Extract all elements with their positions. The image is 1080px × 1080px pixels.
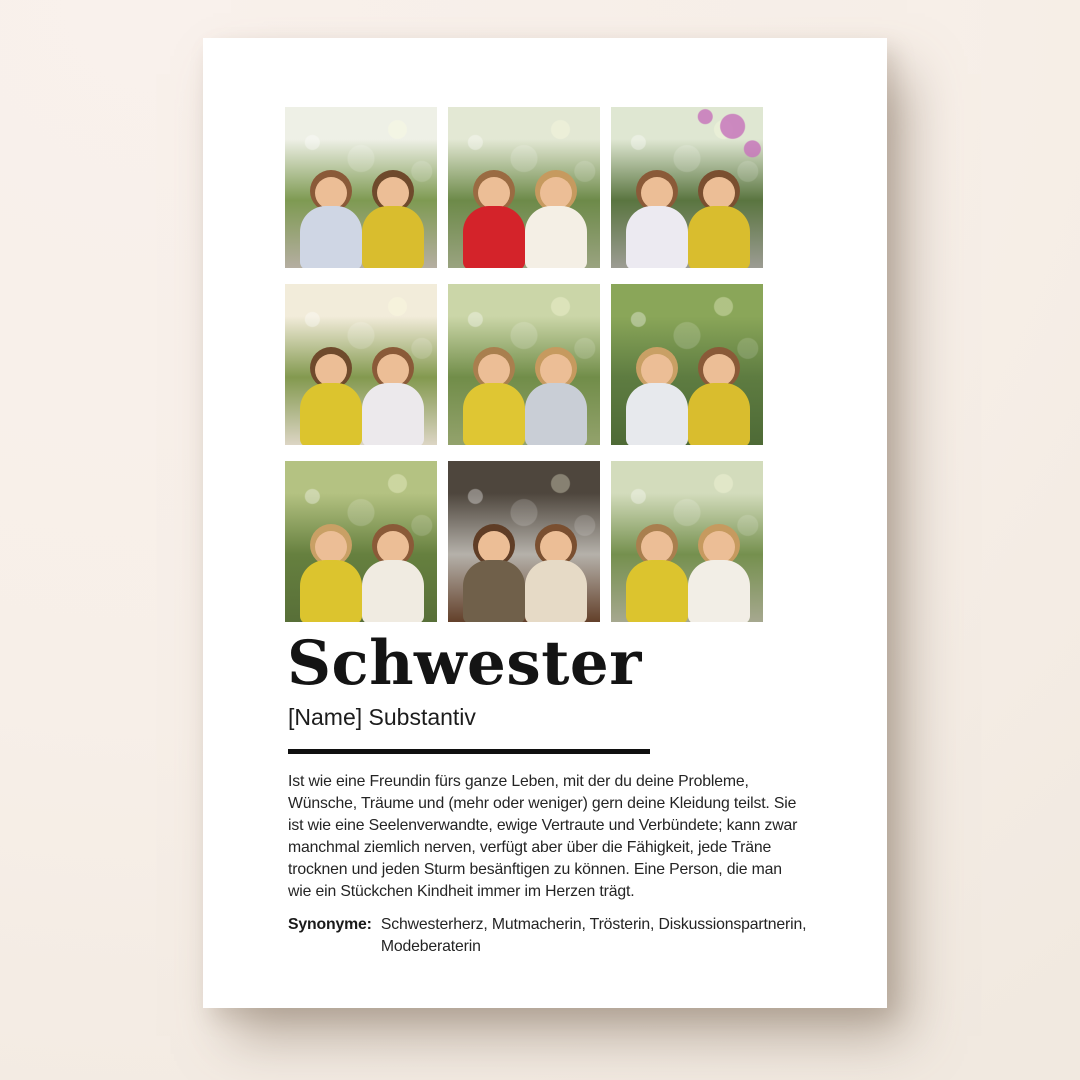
divider-rule [288,749,650,754]
synonyms-row [288,914,887,958]
person-torso [463,383,525,445]
person-figure [625,170,689,268]
synonyms-label: Synonyme: [288,915,372,933]
photo-tile [611,461,763,622]
person-head [315,177,347,209]
person-figure [462,347,526,445]
person-head [315,354,347,386]
person-head [703,531,735,563]
person-figure [361,524,425,622]
person-torso [463,206,525,268]
person-figure [361,170,425,268]
person-torso [463,560,525,622]
person-head [478,177,510,209]
person-figure [299,524,363,622]
person-figure [687,170,751,268]
person-head [377,531,409,563]
person-figure [625,524,689,622]
photo-collage-grid [285,107,763,622]
person-torso [525,383,587,445]
person-figure [299,347,363,445]
person-torso [300,560,362,622]
person-head [540,177,572,209]
person-figure [687,347,751,445]
photo-tile [285,461,437,622]
definition-text: Ist wie eine Freundin fürs ganze Leben, mit der du deine Probleme, Wünsche, Träume und (mehr oder weniger) gern deine Kleidung teilst. Sie ist wie eine Seelenverwandte, ewige Vertraute und Verbündete; kann zwar manchmal ziemlich nerven, verfügt aber über die Fähigkeit, jede Träne trocknen und jeden Sturm besänftigen zu können. Eine Person, die man wie ein Stückchen Kindheit immer im Herzen trägt. [288,772,798,900]
photo-tile [448,284,600,445]
word-grammar-subtitle: [Name] Substantiv [288,704,476,731]
person-torso [525,560,587,622]
person-figure [524,347,588,445]
person-torso [362,383,424,445]
person-head [641,354,673,386]
person-torso [688,560,750,622]
person-figure [462,524,526,622]
synonyms-text: Schwesterherz, Mutmacherin, Trösterin, Diskussionspartnerin, Modeberaterin [380,915,807,955]
definition-poster [203,38,887,1008]
person-figure [625,347,689,445]
photo-tile [285,284,437,445]
person-head [641,531,673,563]
photo-tile [611,107,763,268]
person-head [315,531,347,563]
person-head [641,177,673,209]
person-figure [299,170,363,268]
person-head [540,354,572,386]
person-head [540,531,572,563]
person-figure [524,524,588,622]
person-torso [626,560,688,622]
person-torso [688,206,750,268]
person-figure [462,170,526,268]
person-figure [687,524,751,622]
photo-tile [448,461,600,622]
photo-tile [285,107,437,268]
person-head [703,177,735,209]
person-torso [688,383,750,445]
person-torso [362,560,424,622]
photo-tile [448,107,600,268]
person-torso [300,206,362,268]
person-torso [362,206,424,268]
person-head [478,354,510,386]
person-figure [524,170,588,268]
person-torso [525,206,587,268]
word-title: Schwester [287,628,642,699]
person-torso [626,383,688,445]
person-torso [300,383,362,445]
person-head [703,354,735,386]
person-figure [361,347,425,445]
person-torso [626,206,688,268]
person-head [377,354,409,386]
person-head [377,177,409,209]
photo-tile [611,284,763,445]
person-head [478,531,510,563]
